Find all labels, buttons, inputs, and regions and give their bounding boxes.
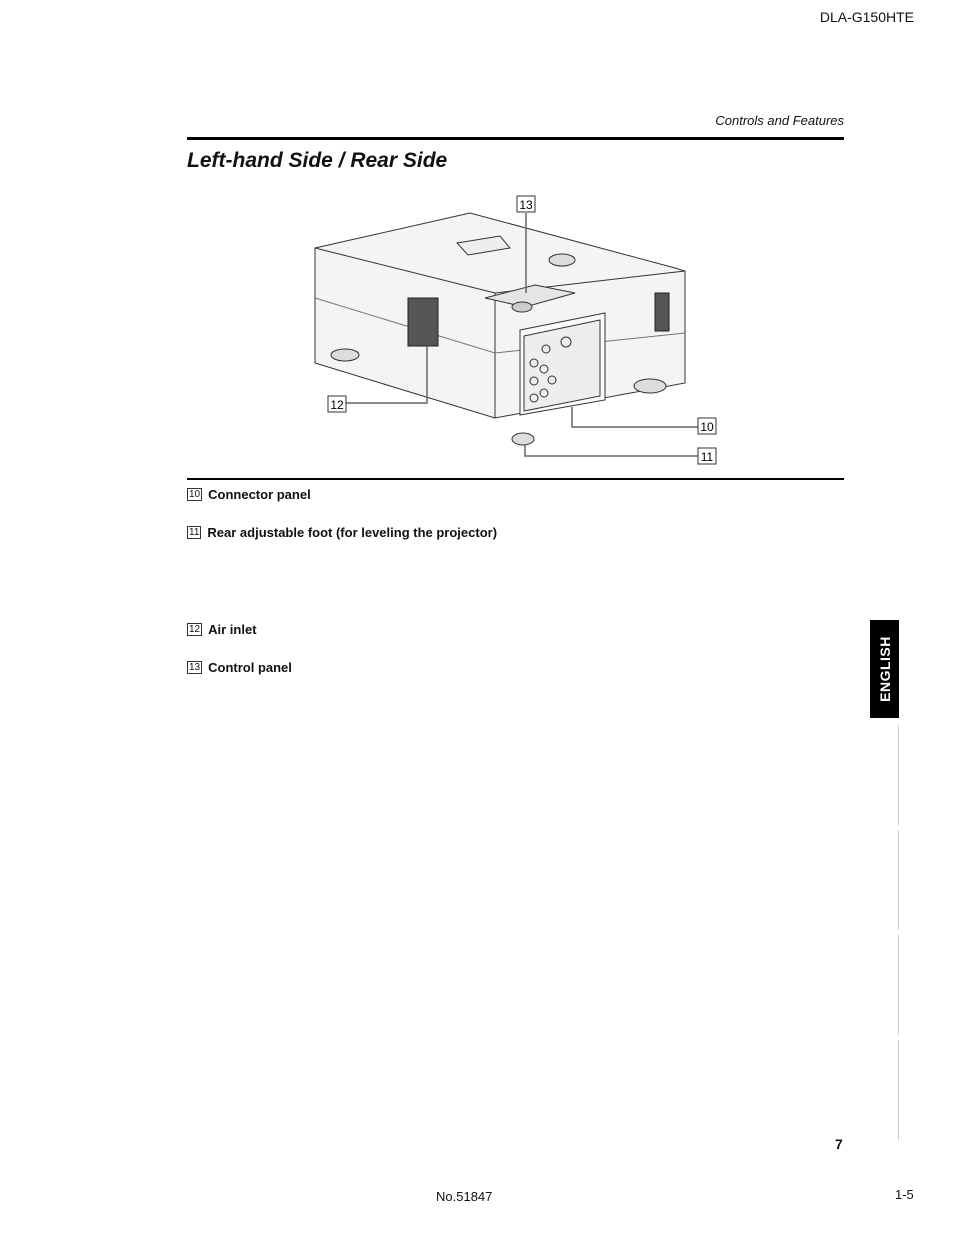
document-number: No.51847 bbox=[436, 1189, 493, 1204]
section-heading: Controls and Features bbox=[715, 113, 844, 128]
item-number: 13 bbox=[189, 662, 201, 673]
item-label: Connector panel bbox=[208, 487, 311, 502]
callout-10: 10 bbox=[700, 420, 714, 434]
item-number: 11 bbox=[189, 527, 200, 538]
language-tab-label: ENGLISH bbox=[876, 636, 893, 702]
tab-divider bbox=[898, 1040, 899, 1140]
callout-13: 13 bbox=[519, 198, 533, 212]
item-label: Air inlet bbox=[208, 622, 257, 637]
item-number: 10 bbox=[189, 489, 201, 500]
section-rule bbox=[187, 478, 844, 480]
page-number: 7 bbox=[835, 1136, 843, 1152]
top-rule bbox=[187, 137, 844, 140]
projector-illustration bbox=[300, 193, 730, 468]
model-number: DLA-G150HTE bbox=[819, 9, 914, 25]
list-item bbox=[187, 660, 292, 675]
tab-divider bbox=[898, 725, 899, 825]
callout-12: 12 bbox=[330, 398, 344, 412]
callout-11: 11 bbox=[700, 450, 714, 464]
page-code: 1-5 bbox=[895, 1187, 914, 1202]
item-label: Control panel bbox=[208, 660, 292, 675]
item-label: Rear adjustable foot (for leveling the projector) bbox=[207, 525, 498, 540]
list-item bbox=[187, 525, 497, 540]
list-item bbox=[187, 622, 257, 637]
language-tab bbox=[870, 620, 899, 718]
tab-divider bbox=[898, 935, 899, 1035]
page-title: Left-hand Side / Rear Side bbox=[187, 149, 448, 172]
tab-divider bbox=[898, 830, 899, 930]
item-number: 12 bbox=[189, 624, 201, 635]
list-item bbox=[187, 487, 311, 502]
